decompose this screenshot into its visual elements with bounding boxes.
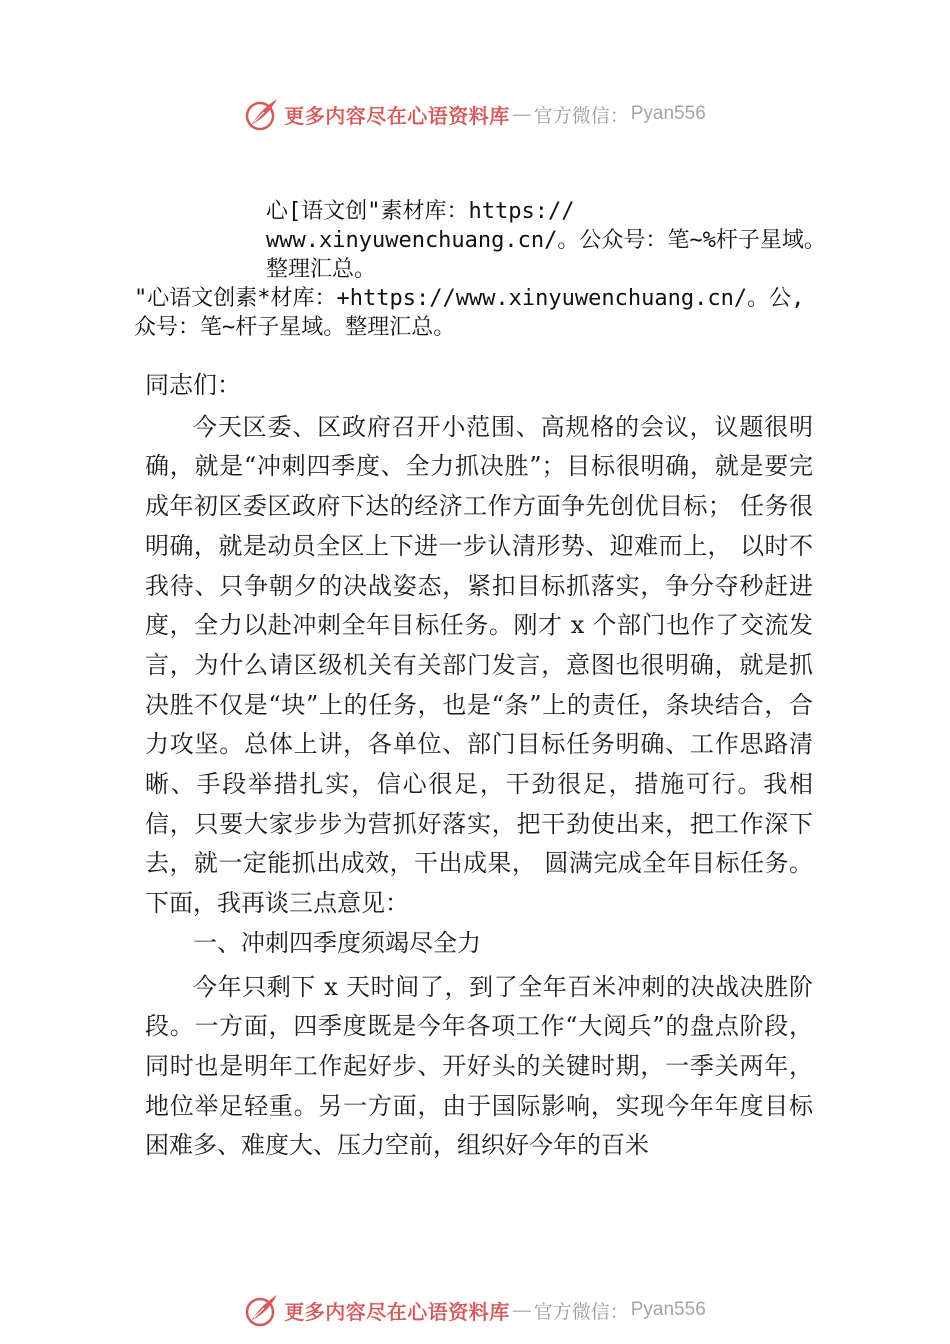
banner-dash: — — [511, 1298, 532, 1322]
banner-wechat-label: 官方微信： — [533, 1300, 629, 1323]
banner-dash: — — [511, 102, 532, 126]
section-heading-1: 一、冲刺四季度须竭尽全力 — [193, 928, 481, 957]
banner-wechat-label: 官方微信： — [533, 104, 629, 127]
header-banner — [0, 94, 950, 134]
source-line-1: 心[语文创"素材库：https:// — [266, 199, 575, 224]
source-line-5: 众号：笔~杆子星域。整理汇总。 — [134, 315, 456, 340]
source-line-2: www.xinyuwenchuang.cn/。公众号：笔~%杆子星域。 — [266, 228, 826, 253]
banner-site-text: 更多内容尽在心语资料库 — [284, 1299, 510, 1324]
banner-wechat-id: Pyan556 — [630, 103, 706, 124]
banner-site-text: 更多内容尽在心语资料库 — [284, 103, 510, 128]
source-line-3: 整理汇总。 — [266, 257, 377, 282]
banner-wechat-id: Pyan556 — [630, 1299, 706, 1320]
document-body — [145, 366, 813, 1166]
quill-logo-icon — [244, 1292, 280, 1328]
quill-logo-icon — [244, 96, 280, 132]
paragraph-2: 今年只剩下 x 天时间了，到了全年百米冲刺的决战决胜阶段。一方面，四季度既是今年各项工作“大阅兵”的盘点阶段，同时也是明年工作起好步、开好头的关键时期，一季关两年，地位举足轻重。另一方面，由于国际影响，实现今年年度目标困难多、难度大、压力空前，组织好今年的百米 — [145, 972, 813, 1160]
source-line-4: "心语文创素*材库：+https://www.xinyuwenchuang.cn/。公, — [134, 286, 805, 311]
footer-banner — [0, 1290, 950, 1330]
salutation: 同志们： — [145, 371, 241, 399]
paragraph-1: 今天区委、区政府召开小范围、高规格的会议，议题很明确，就是“冲刺四季度、全力抓决胜”；目标很明确，就是要完成年初区委区政府下达的经济工作方面争先创优目标； 任务很明确，就是动员全区上下进一步认清形势、迎难而上， 以时不我待、只争朝夕的决战姿态，紧扣目标抓落实，争分夺秒赶进度，全力以赴冲刺全年目标任务。刚才 x 个部门也作了交流发言，为什么请区级机关有关部门发言，意图也很明确，就是抓决胜不仅是“块”上的任务，也是“条”上的责任，条块结合，合力攻坚。总体上讲，各单位、部门目标任务明确、工作思路清晰、手段举措扎实，信心很足，干劲很足，措施可行。我相信，只要大家步步为营抓好落实，把干劲使出来，把工作深下去，就一定能抓出成效，干出成果， 圆满完成全年目标任务。下面，我再谈三点意见： — [145, 412, 813, 918]
